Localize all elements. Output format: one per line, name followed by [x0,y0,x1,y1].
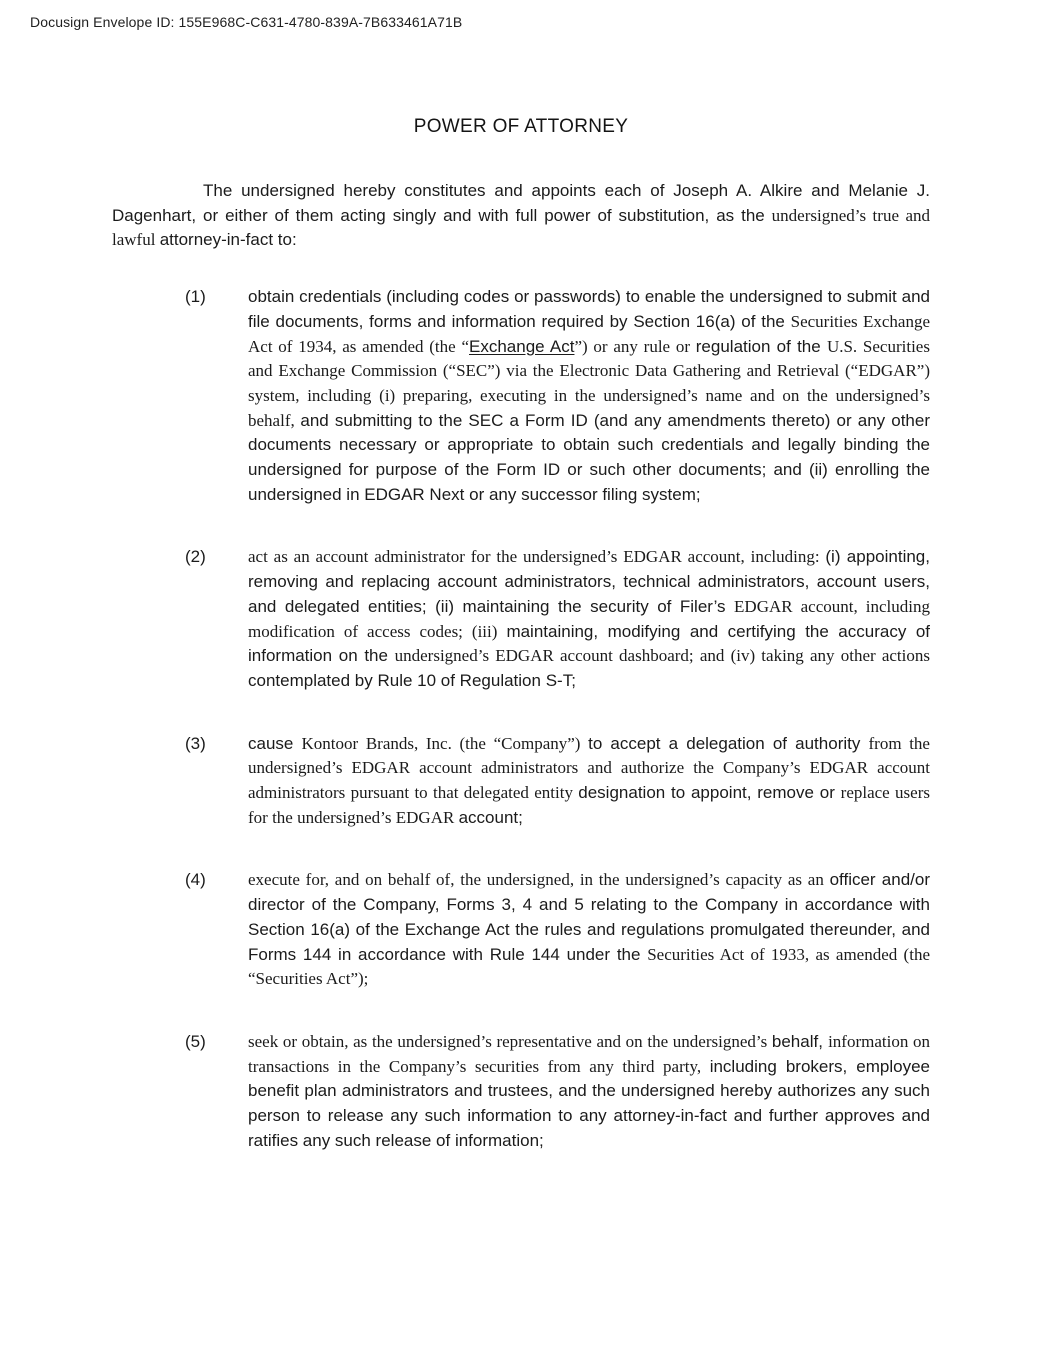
text-run: maintaining, modifying and certifying the accuracy of information on the [248,621,930,666]
item-number: (4) [185,870,206,890]
text-run: replace users for the undersigned’s EDGAR [248,783,930,827]
item-number: (2) [185,547,206,567]
text-run: ”) or any rule or [574,336,696,356]
item-text [248,868,930,992]
docusign-envelope-id: Docusign Envelope ID: 155E968C-C631-4780-839A-7B633461A71B [30,14,463,30]
text-run: contemplated by Rule 10 of Regulation S-T; [248,670,576,690]
text-run: regulation of the [695,336,827,356]
text-run: U.S. Securities and Exchange Commission (“SEC”) via the Electronic Data Gathering and Retrieval (“EDGAR”) system, including (i) preparing, executing in the undersigned’s name and on the undersigned’s behalf, [248,336,930,430]
item-number: (1) [185,287,206,307]
text-run: including brokers, employee benefit plan administrators and trustees, and the undersigned hereby authorizes any such person to release any such information to any attorney-in-fact and further approves and ratifies any such release of information; [248,1056,931,1150]
item-number: (3) [185,733,206,753]
text-run: to accept a delegation of authority [588,733,869,753]
text-run: officer and/or director of the Company, Forms 3, 4 and 5 relating to the Company in accordance with Section 16(a) of the Exchange Act the rules and regulations promulgated thereunder, and Forms 144 in accordance with Rule 144 under the [248,870,931,964]
list-item [185,868,930,992]
numbered-list [112,285,930,1153]
text-run: and submitting to the SEC a Form ID (and any amendments thereto) or any other documents necessary or appropriate to obtain such credentials and legally binding the undersigned for purpose of the Form ID or such other documents; and (ii) enrolling the undersigned in EDGAR Next or any successor filing system; [248,410,930,504]
text-run: Exchange Act [469,336,575,356]
text-run: undersigned’s EDGAR account dashboard; and (iv) taking any other actions [394,646,930,666]
list-item [185,1030,930,1154]
text-run: attorney-in-fact to: [159,230,297,250]
text-run: from the undersigned’s EDGAR account administrators and authorize the Company’s EDGAR account administrators pursuant to that delegated entity [248,733,930,803]
page-title: POWER OF ATTORNEY [413,116,629,137]
text-run: information on transactions in the Company’s securities from any third party, [248,1031,931,1076]
text-run: Securities Exchange Act of 1934, as amended (the “ [248,311,930,356]
text-run: act as an account administrator for the undersigned’s EDGAR account, including: [248,547,826,567]
item-text [248,545,930,693]
list-item [185,285,930,507]
intro-paragraph [112,179,930,253]
text-run: designation to appoint, remove or [578,783,841,803]
document-content [112,116,930,1154]
text-run: undersigned’s true and lawful [112,205,930,250]
text-run: Kontoor Brands, Inc. (the “Company”) [301,733,589,753]
text-run: obtain credentials (including codes or passwords) to enable the undersigned to submit and file documents, forms and information required by Section 16(a) of the [248,287,930,331]
text-run: seek or obtain, as the undersigned’s representative and on the undersigned’s [248,1031,772,1051]
text-run: The undersigned hereby constitutes and appoints each of Joseph A. Alkire and Melanie J. Dagenhart, or either of them acting singly and with full power of substitution, as the [112,181,930,225]
item-text [248,1030,930,1154]
item-number: (5) [185,1031,206,1051]
list-item [185,732,930,831]
text-run: execute for, and on behalf of, the undersigned, in the undersigned’s capacity as an [248,870,830,890]
text-run: cause [248,733,302,753]
item-text [248,732,930,831]
list-item [185,545,930,693]
text-run: account; [458,807,523,827]
item-text [248,285,930,507]
text-run: EDGAR account, including modification of access codes; (iii) [248,596,930,641]
text-run: Securities Act of 1933, as amended (the “Securities Act”); [248,944,930,989]
text-run: behalf, [771,1031,829,1051]
text-run: (i) appointing, removing and replacing account administrators, technical administrators, account users, and delegated entities; (ii) maintaining the security of Filer’s [248,547,930,616]
